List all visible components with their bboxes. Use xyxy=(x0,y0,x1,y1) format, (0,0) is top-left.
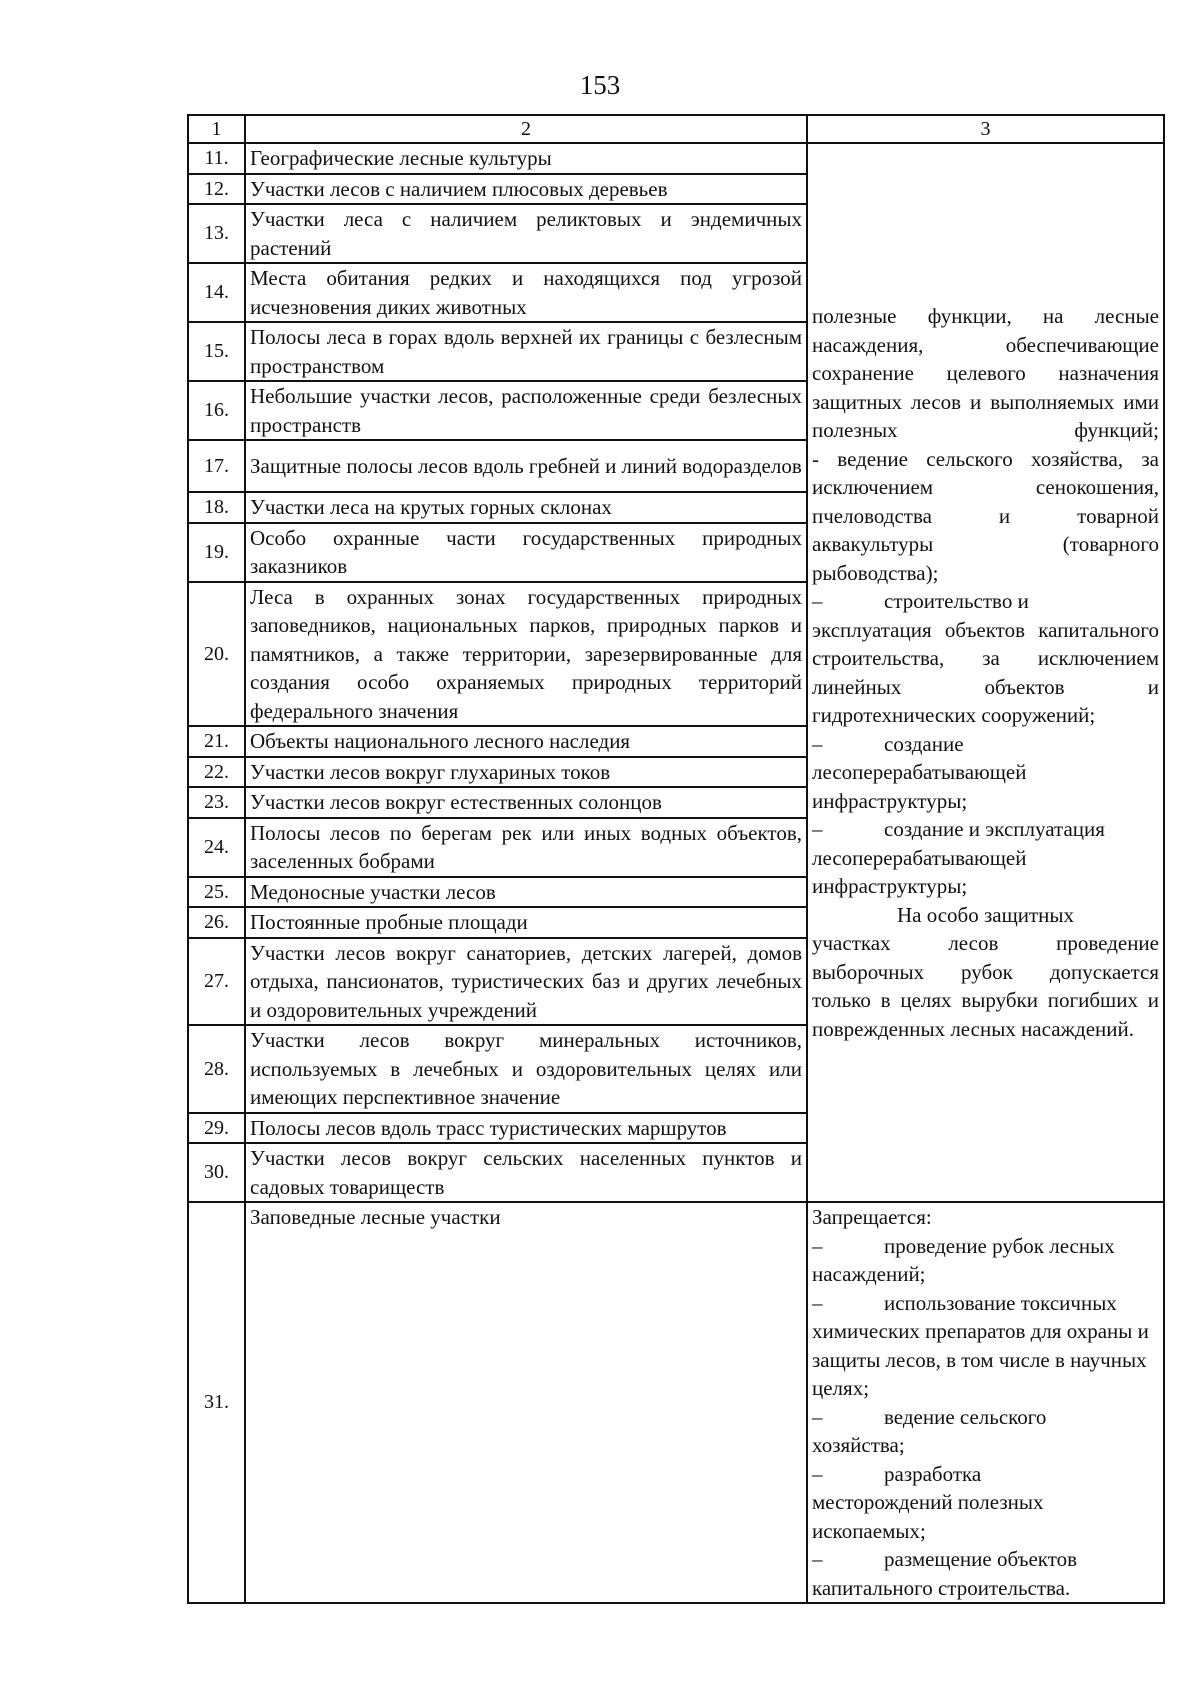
row-number: 29. xyxy=(188,1113,245,1144)
table-row xyxy=(188,143,1164,174)
row-number: 30. xyxy=(188,1143,245,1202)
row-number: 13. xyxy=(188,204,245,263)
row-category: Особо охранные части государственных природных заказников xyxy=(245,523,807,582)
row-number: 15. xyxy=(188,322,245,381)
row-category: Участки лесов вокруг естественных солонцов xyxy=(245,787,807,818)
prohibition-item-text: месторождений полезных ископаемых; xyxy=(812,1490,1044,1543)
row-category: Участки лесов с наличием плюсовых деревьев xyxy=(245,174,807,205)
row-number: 20. xyxy=(188,582,245,727)
row-category: Участки лесов вокруг санаториев, детских лагерей, домов отдыха, пансионатов, туристических баз и других лечебных и оздоровительных учреждений xyxy=(245,938,807,1026)
prohibitions-title: Запрещается: xyxy=(812,1205,932,1229)
header-col-3: 3 xyxy=(807,115,1164,143)
row-number: 14. xyxy=(188,263,245,322)
row-number: 31. xyxy=(188,1202,245,1603)
table-row xyxy=(188,1202,1164,1603)
row-category: Небольшие участки лесов, расположенные среди безлесных пространств xyxy=(245,381,807,440)
row-number: 28. xyxy=(188,1025,245,1113)
prohibition-item: – ведение сельского xyxy=(812,1404,1047,1429)
row-category: Полосы лесов вдоль трасс туристических маршрутов xyxy=(245,1113,807,1144)
row-number: 21. xyxy=(188,726,245,757)
restriction-item-text: лесоперерабатывающей инфраструктуры; xyxy=(812,845,1027,898)
row-category: Постоянные пробные площади xyxy=(245,907,807,938)
header-col-1: 1 xyxy=(188,115,245,143)
row-category: Участки леса на крутых горных склонах xyxy=(245,492,807,523)
row-number: 24. xyxy=(188,818,245,877)
page-number: 153 xyxy=(579,70,621,100)
prohibitions-cell xyxy=(807,1202,1164,1603)
prohibition-item: – размещение объектов xyxy=(812,1547,1078,1571)
row-number: 11. xyxy=(188,143,245,174)
prohibition-item-text: насаждений; xyxy=(812,1262,926,1286)
restriction-item-text: лесоперерабатывающей инфраструктуры; xyxy=(812,760,1027,813)
prohibition-item: – разработка xyxy=(812,1461,982,1486)
row-category: Полосы лесов по берегам рек или иных водных объектов, заселенных бобрами xyxy=(245,818,807,877)
prohibition-item: – использование токсичных xyxy=(812,1290,1117,1315)
row-category: Медоносные участки лесов xyxy=(245,877,807,908)
row-number: 19. xyxy=(188,523,245,582)
restriction-item-text: эксплуатация объектов капитального строительства, за исключением линейных объектов и гидротехнических сооружений; xyxy=(812,617,1159,727)
row-category: Участки леса с наличием реликтовых и эндемичных растений xyxy=(245,204,807,263)
row-category: Объекты национального лесного наследия xyxy=(245,726,807,757)
prohibition-item: – проведение рубок лесных xyxy=(812,1233,1115,1258)
row-number: 17. xyxy=(188,440,245,492)
restrictions-text-1: полезные функции, на лесные насаждения, обеспечивающие сохранение целевого назначения защитных лесов и выполняемых ими полезных функций; xyxy=(812,304,1159,442)
row-category: Защитные полосы лесов вдоль гребней и линий водоразделов xyxy=(245,440,807,492)
row-category: Места обитания редких и находящихся под угрозой исчезновения диких животных xyxy=(245,263,807,322)
header-col-2: 2 xyxy=(245,115,807,143)
prohibition-item-text: химических препаратов для охраны и защиты лесов, в том числе в научных целях; xyxy=(812,1319,1149,1400)
prohibition-item-text: капитального строительства. xyxy=(812,1575,1071,1600)
row-category: Участки лесов вокруг сельских населенных пунктов и садовых товариществ xyxy=(245,1143,807,1202)
row-number: 26. xyxy=(188,907,245,938)
restriction-item: – строительство и xyxy=(812,589,1029,613)
restrictions-cell xyxy=(807,143,1164,1202)
row-number: 25. xyxy=(188,877,245,908)
row-category: Полосы леса в горах вдоль верхней их границы с безлесным пространством xyxy=(245,322,807,381)
row-number: 12. xyxy=(188,174,245,205)
row-number: 23. xyxy=(188,787,245,818)
restrictions-text-2: - ведение сельского хозяйства, за исключением сенокошения, пчеловодства и товарной аквакультуры (товарного рыбоводства); xyxy=(812,446,1159,585)
row-category: Географические лесные культуры xyxy=(245,143,807,174)
row-category: Участки лесов вокруг глухариных токов xyxy=(245,757,807,788)
row-category: Участки лесов вокруг минеральных источников, используемых в лечебных и оздоровительных целях или имеющих перспективное значение xyxy=(245,1025,807,1113)
header-row xyxy=(188,115,1164,143)
prohibition-item-text: хозяйства; xyxy=(812,1433,905,1457)
row-category: Заповедные лесные участки xyxy=(245,1202,807,1603)
restriction-item: – создание xyxy=(812,731,964,756)
row-number: 27. xyxy=(188,938,245,1026)
row-number: 22. xyxy=(188,757,245,788)
row-category: Леса в охранных зонах государственных природных заповедников, национальных парков, природных парков и памятников, а также территории, зарезервированные для создания особо охраняемых природных территорий федерального значения xyxy=(245,582,807,727)
restriction-note-text: участках лесов проведение выборочных рубок допускается только в целях вырубки погибших и поврежденных лесных насаждений. xyxy=(812,931,1159,1041)
restriction-note-head: На особо защитных xyxy=(896,902,1075,927)
forest-protection-table xyxy=(187,114,1165,1604)
row-number: 18. xyxy=(188,492,245,523)
restriction-item: – создание и эксплуатация xyxy=(812,817,1105,841)
row-number: 16. xyxy=(188,381,245,440)
